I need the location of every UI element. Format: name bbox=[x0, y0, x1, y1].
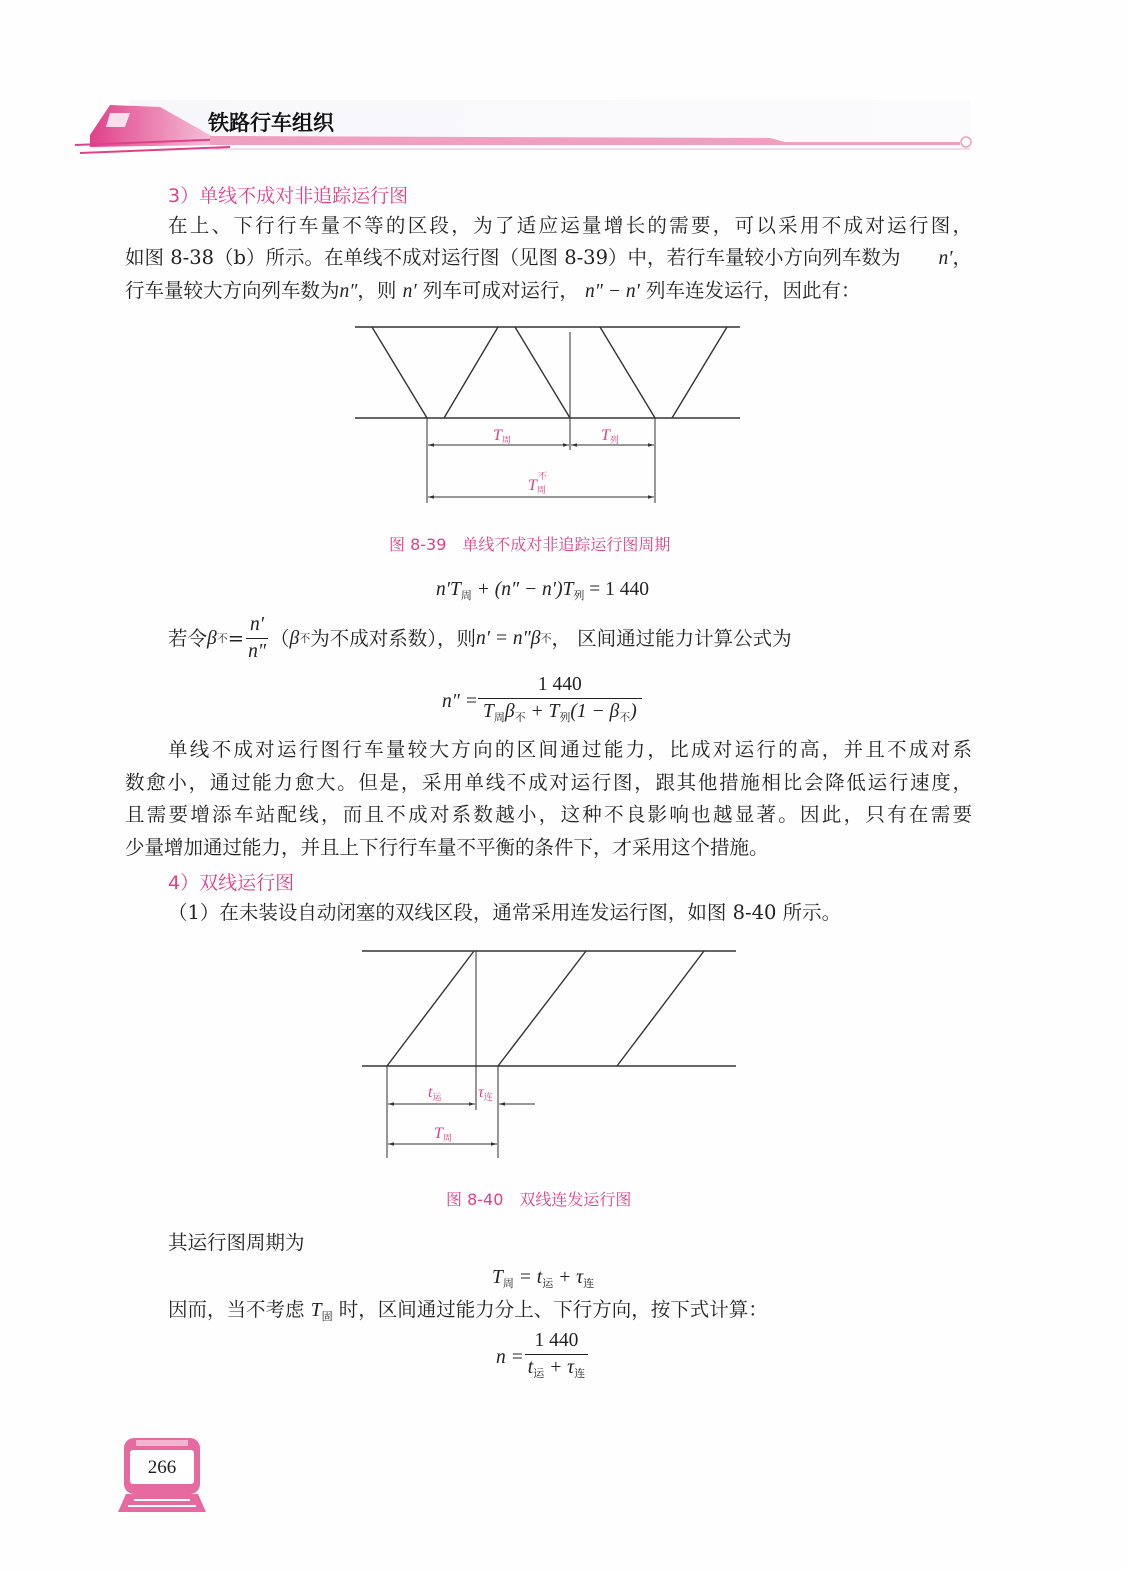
math-n-prime: n′ bbox=[938, 248, 953, 269]
label-t-zhou: T周 bbox=[434, 1125, 452, 1143]
fraction: $\frac{n'}{n''}$ bbox=[244, 612, 270, 665]
paragraph-line: 其运行图周期为 bbox=[168, 1231, 305, 1254]
section-heading-4: 4）双线运行图 bbox=[168, 872, 295, 894]
paragraph-line bbox=[125, 279, 861, 304]
page-number: 266 bbox=[147, 1457, 177, 1478]
label-t-yun: t运 bbox=[428, 1084, 442, 1102]
paragraph-line: 且需要增添车站配线，而且不成对系数越小，这种不良影响也越显著。因此，只有在需要 bbox=[125, 803, 972, 826]
math: n″ bbox=[339, 281, 358, 302]
paragraph-line: （1）在未装设自动闭塞的双线区段，通常采用连发运行图，如图 8-40 所示。 bbox=[168, 901, 842, 924]
text: 列车连发运行，因此有： bbox=[646, 279, 861, 302]
paragraph-line bbox=[125, 246, 972, 271]
label-tau-lian: τ连 bbox=[478, 1084, 493, 1102]
equation-1: $n'T_周 + (n'' - n')T_列 = 1$ 440 bbox=[436, 579, 650, 602]
figure-8-40-diagram bbox=[362, 951, 736, 1158]
equation-2: n″ = $\frac{1 440}{T_周\beta_不 + T_列(1 - \beta_不)}$ bbox=[442, 672, 642, 731]
text: ， bbox=[952, 246, 972, 269]
label-t-zhou: T周 bbox=[493, 427, 511, 445]
text: 列车可成对运行， bbox=[422, 279, 579, 302]
figure-caption-8-39: 图 8-39 单线不成对非追踪运行图周期 bbox=[389, 535, 671, 554]
text: 行车量较大方向列车数为 bbox=[125, 279, 340, 302]
equation-4: n = $\frac{1 440}{t_运 + \tau_连}$ bbox=[496, 1328, 589, 1387]
text: 如图 8-38（b）所示。在单线不成对运行图（见图 8-39）中，若行车量较小方向列车数为 bbox=[125, 246, 901, 269]
math: n′ bbox=[402, 281, 417, 302]
figure-caption-8-40: 图 8-40 双线连发运行图 bbox=[446, 1190, 632, 1209]
paragraph-line: 因而，当不考虑 $T_固$ 时，区间通过能力分上、下行方向，按下式计算： bbox=[168, 1298, 768, 1323]
paragraph-line: 数愈小，通过能力愈大。但是，采用单线不成对运行图，跟其他措施相比会降低运行速度， bbox=[125, 771, 972, 794]
text: ，则 bbox=[357, 279, 397, 302]
equation-3: $T_周 = t_运 + \tau_连$ bbox=[492, 1267, 595, 1290]
header-title: 铁路行车组织 bbox=[208, 111, 334, 135]
math: n″ − n′ bbox=[585, 281, 640, 302]
train-banner-icon bbox=[70, 95, 980, 160]
label-t-zhou-bu: T周不 bbox=[528, 471, 548, 495]
paragraph-line: 单线不成对运行图行车量较大方向的区间通过能力，比成对运行的高，并且不成对系 bbox=[168, 738, 972, 761]
section-heading-3: 3）单线不成对非追踪运行图 bbox=[168, 185, 409, 207]
paragraph-line: 在上、下行行车量不等的区段，为了适应运量增长的需要，可以采用不成对运行图， bbox=[168, 214, 972, 237]
paragraph-line: 少量增加通过能力，并且上下行行车量不平衡的条件下，才采用这个措施。 bbox=[125, 836, 769, 859]
paragraph-line: 若令 β 不 = $\frac{n'}{n''}$ （ β 不 为不成对系数），则 n′ = n″β 不 ， 区间通过能力计算公式为 bbox=[168, 612, 792, 665]
label-t-lie: T列 bbox=[601, 427, 619, 445]
